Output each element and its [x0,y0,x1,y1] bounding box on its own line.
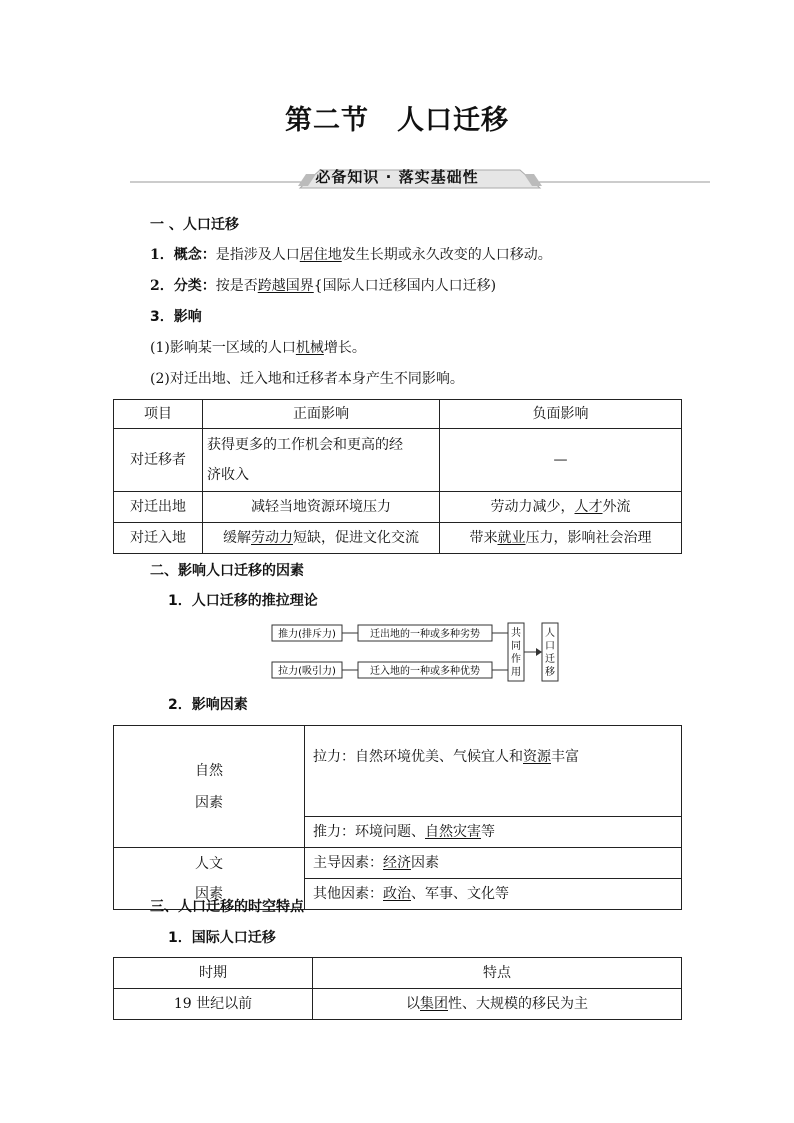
joint-char: 作 [511,654,521,665]
table-cell: 获得更多的工作机会和更高的经 济收入 [203,429,440,492]
table-header-row [114,400,682,429]
banner-label: 必备知识 · 落实基础性 [315,168,479,186]
intl-migration-table [113,957,682,1020]
table-cell: 人文 因素 [114,848,305,910]
joint-char: 同 [511,641,521,652]
factors-table [113,725,682,910]
pull-label: 拉力(吸引力) [278,666,336,677]
table-cell: 自然 因素 [114,726,305,848]
table-header: 时期 [114,958,313,989]
impact-table [113,399,682,554]
joint-char: 用 [511,667,521,678]
section2-heading: 二、影响人口迁移的因素 [150,563,304,579]
result-char: 人 [545,628,555,639]
table-row [114,989,682,1020]
table-header: 特点 [313,958,682,989]
table-cell: 其他因素：政治、军事、文化等 [305,879,682,910]
result-char: 移 [545,667,555,678]
table-cell: — [440,429,682,492]
table-header: 正面影响 [203,400,440,429]
factors-heading: 2．影响因素 [168,697,248,713]
table-cell: 推力：环境问题、自然灾害等 [305,817,682,848]
intl-migration-heading: 1．国际人口迁移 [168,930,276,946]
table-cell: 对迁入地 [114,523,203,554]
push-label: 推力(排斥力) [278,629,336,640]
result-char: 迁 [545,654,555,665]
table-cell: 减轻当地资源环境压力 [203,492,440,523]
table-cell: 带来就业压力，影响社会治理 [440,523,682,554]
impact-line-2: (2)对迁出地、迁入地和迁移者本身产生不同影响。 [150,371,464,387]
pull-desc: 迁入地的一种或多种优势 [370,666,480,677]
table-row [114,726,682,817]
table-cell: 19 世纪以前 [114,989,313,1020]
push-pull-diagram [270,620,570,684]
table-cell: 缓解劳动力短缺，促进文化交流 [203,523,440,554]
table-cell: 对迁移者 [114,429,203,492]
table-cell: 拉力：自然环境优美、气候宜人和资源丰富 [305,726,682,817]
section3-heading: 三、人口迁移的时空特点 [150,899,304,915]
result-char: 口 [545,641,555,652]
push-pull-heading: 1．人口迁移的推拉理论 [168,593,318,609]
push-desc: 迁出地的一种或多种劣势 [370,629,480,640]
impact-heading: 3．影响 [150,309,202,325]
classification-line: 2．分类：按是否跨越国界{国际人口迁移国内人口迁移) [150,278,497,294]
table-row [114,848,682,879]
section1-heading: 一 、人口迁移 [150,217,239,233]
table-header-row [114,958,682,989]
arrow-head [536,648,542,656]
table-cell: 主导因素：经济因素 [305,848,682,879]
table-header: 负面影响 [440,400,682,429]
table-row [114,492,682,523]
concept-line: 1．概念：是指涉及人口居住地发生长期或永久改变的人口移动。 [150,247,552,263]
joint-char: 共 [511,628,521,639]
table-row [114,523,682,554]
impact-line-1: (1)影响某一区域的人口机械增长。 [150,340,366,356]
table-cell: 以集团性、大规模的移民为主 [313,989,682,1020]
page-title: 第二节 人口迁移 [285,105,509,136]
table-cell: 劳动力减少，人才外流 [440,492,682,523]
table-header: 项目 [114,400,203,429]
table-cell: 对迁出地 [114,492,203,523]
table-row [114,429,682,492]
